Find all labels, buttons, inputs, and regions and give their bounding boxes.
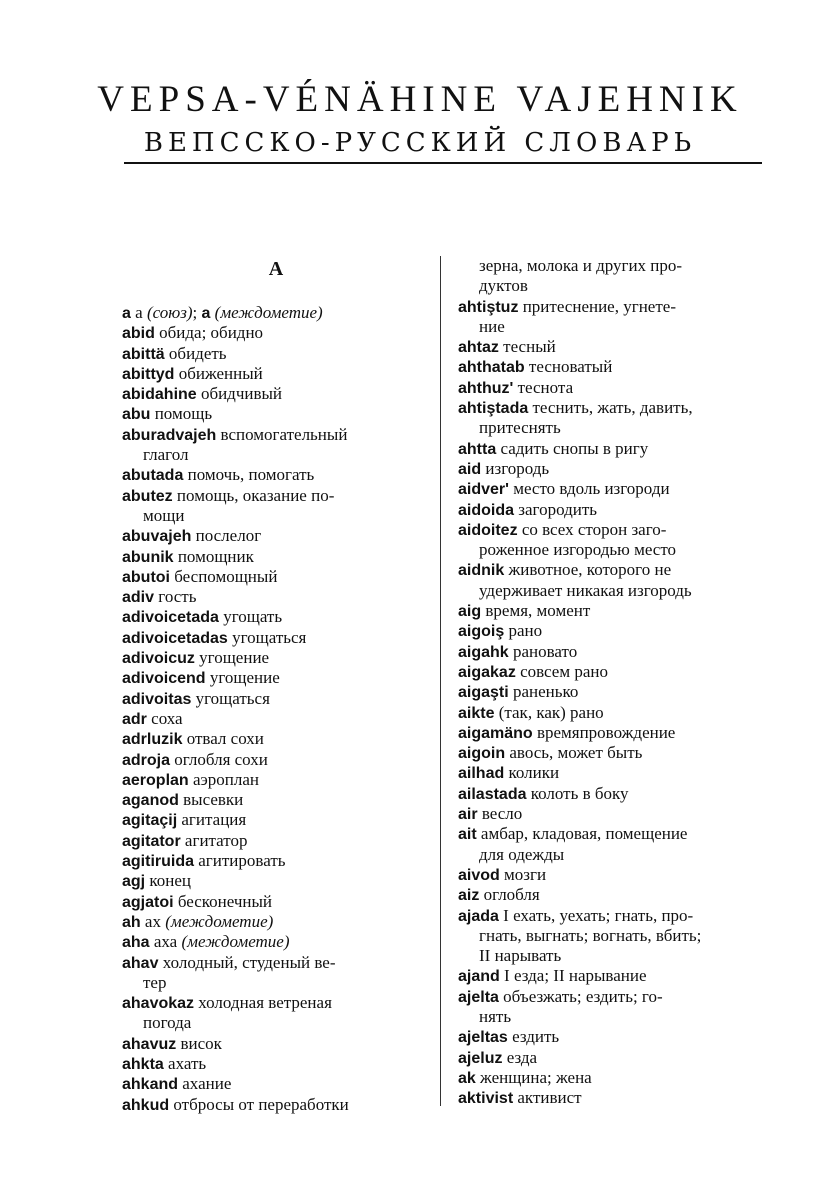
entry-definition: угощать (218, 607, 283, 627)
entry-definition: оглобля (479, 885, 540, 905)
dictionary-entry (458, 682, 766, 702)
dictionary-entry (458, 621, 766, 641)
dictionary-entry (122, 607, 430, 627)
dictionary-entry (122, 892, 430, 912)
dictionary-entry (458, 987, 766, 1007)
dictionary-entry (458, 703, 766, 723)
title-underline (124, 162, 762, 164)
entry-headword: adivoicetada (122, 609, 219, 627)
entry-headword: abunik (122, 548, 174, 566)
dictionary-entry (458, 1088, 766, 1108)
entry-headword: ahavuz (122, 1035, 177, 1053)
dictionary-entry (458, 520, 766, 540)
entry-continuation: удерживает никакая изгородь (479, 580, 692, 600)
dictionary-entry (458, 378, 766, 398)
entry-definition: авось, может быть (505, 743, 643, 763)
dictionary-title-vepsian: VEPSA-VÉNÄHINE VAJEHNIK (97, 79, 743, 120)
entry-definition: угощаться (227, 627, 307, 647)
dictionary-entry (122, 364, 430, 384)
dictionary-entry (122, 567, 430, 587)
dictionary-entry (122, 912, 430, 932)
entry-headword: aganod (122, 792, 179, 810)
entry-headword: ahthuz' (458, 379, 514, 397)
entry-definition: ахать (163, 1053, 207, 1073)
entry-headword: adiv (122, 589, 155, 607)
entry-headword: abid (122, 325, 155, 343)
entry-headword: aburadvajeh (122, 426, 217, 444)
dictionary-entry (458, 398, 766, 418)
entry-headword: abu (122, 406, 151, 424)
entry-definition: притеснение, угнете- (518, 296, 676, 316)
entry-continuation: гнать, выгнать; вогнать, вбить; (479, 925, 702, 945)
dictionary-entry (122, 486, 430, 506)
dictionary-entry (122, 404, 430, 424)
entry-definition: место вдоль изгороди (508, 479, 670, 499)
dictionary-entry (458, 885, 766, 905)
entry-continuation: дуктов (479, 276, 528, 296)
entry-headword: aeroplan (122, 771, 189, 789)
dictionary-entry (122, 628, 430, 648)
entry-definition: угощение (205, 668, 280, 688)
entry-definition: соха (146, 708, 183, 728)
dictionary-entry (458, 1068, 766, 1088)
entry-headword: ahthatab (458, 359, 525, 377)
entry-definition: угощаться (191, 688, 270, 708)
dictionary-entry (458, 662, 766, 682)
entry-headword: ajeltas (458, 1029, 508, 1047)
entry-continuation: ние (479, 316, 505, 336)
entry-definition: холодная ветреная (194, 993, 332, 1013)
entry-headword: adivoicetadas (122, 629, 228, 647)
entry-headword: ak (458, 1069, 476, 1087)
entry-grammar-note: (междометие) (181, 932, 290, 952)
dictionary-entry (122, 689, 430, 709)
dictionary-entry (122, 932, 430, 952)
dictionary-entry (122, 851, 430, 871)
entry-continuation: II нарывать (479, 946, 562, 966)
entry-definition: высевки (178, 790, 244, 810)
entry-definition: обидчивый (196, 384, 283, 404)
entry-definition: послелог (191, 526, 262, 546)
entry-definition: помощь, оказание по- (172, 485, 335, 505)
entry-headword: adivoitas (122, 690, 192, 708)
entry-headword: ahav (122, 954, 159, 972)
dictionary-entry (458, 1048, 766, 1068)
entry-definition: теснить, жать, давить, (528, 398, 693, 418)
dictionary-entry (458, 500, 766, 520)
entry-headword: abuvajeh (122, 528, 192, 546)
dictionary-entry (458, 601, 766, 621)
section-letter: A (268, 258, 284, 280)
entry-continuation: притеснять (479, 418, 561, 438)
entry-headword: ahtta (458, 440, 497, 458)
entry-definition: угощение (194, 648, 270, 668)
entry-definition: агитация (177, 810, 247, 830)
entry-headword: aktivist (458, 1090, 514, 1108)
entry-grammar-note: (междометие) (165, 911, 274, 931)
dictionary-entry (458, 763, 766, 783)
entry-definition: помощь (150, 404, 213, 424)
entry-definition: а (201, 305, 211, 322)
entry-definition: бесконечный (173, 891, 273, 911)
entry-headword: abutoi (122, 568, 170, 586)
dictionary-entry (458, 865, 766, 885)
entry-headword: abutada (122, 467, 184, 485)
dictionary-entry (122, 770, 430, 790)
entry-definition: совсем рано (515, 661, 608, 681)
entry-headword: ah (122, 913, 141, 931)
entry-headword: aidver' (458, 481, 509, 499)
dictionary-entry (122, 1034, 430, 1054)
dictionary-entry (458, 906, 766, 926)
entry-definition: весло (477, 804, 523, 824)
dictionary-entry (458, 642, 766, 662)
entry-headword: aigaşti (458, 684, 509, 702)
entry-definition: активист (513, 1088, 582, 1108)
entry-headword: adrluzik (122, 731, 183, 749)
entry-definition: тесный (498, 337, 556, 357)
dictionary-entry (458, 784, 766, 804)
entry-continuation: тер (143, 972, 167, 992)
dictionary-entry (122, 1054, 430, 1074)
entry-headword: ajelta (458, 988, 499, 1006)
dictionary-entry (122, 526, 430, 546)
entry-definition: тесноватый (524, 357, 613, 377)
entry-definition: рановато (508, 641, 578, 661)
entry-definition: садить снопы в ригу (496, 438, 649, 458)
entry-definition: объезжать; ездить; го- (498, 986, 663, 1006)
entry-definition: помощник (173, 546, 254, 566)
entry-definition: вспомогательный (216, 424, 348, 444)
dictionary-entry (458, 1027, 766, 1047)
entry-headword: ailhad (458, 765, 505, 783)
dictionary-entry (122, 648, 430, 668)
entry-headword: aigakaz (458, 663, 516, 681)
entry-definition: аэроплан (188, 769, 260, 789)
entry-definition: холодный, студеный ве- (158, 952, 336, 972)
entry-definition: езда (502, 1047, 538, 1067)
entry-definition: висок (176, 1033, 222, 1053)
right-column (458, 256, 766, 1108)
entry-definition: конец (145, 871, 192, 891)
dictionary-entry (122, 729, 430, 749)
dictionary-entry (122, 465, 430, 485)
entry-headword: adr (122, 710, 147, 728)
entry-headword: aidnik (458, 562, 505, 580)
dictionary-entry (458, 459, 766, 479)
entry-definition: ; (192, 303, 202, 322)
entry-headword: ajeluz (458, 1049, 503, 1067)
dictionary-entry (458, 824, 766, 844)
entry-headword: a (122, 305, 131, 322)
entry-headword: ahtaz (458, 339, 499, 357)
entry-headword: abittä (122, 345, 165, 363)
entry-definition: мозги (499, 864, 547, 884)
entry-headword: ahkta (122, 1055, 164, 1073)
dictionary-entry (122, 1074, 430, 1094)
dictionary-entry (122, 668, 430, 688)
entry-headword: abittyd (122, 365, 175, 383)
entry-continuation: погода (143, 1013, 192, 1033)
entry-headword: agjatoi (122, 893, 174, 911)
entry-headword: adroja (122, 751, 171, 769)
entry-headword: adivoicend (122, 670, 206, 688)
entry-definition: загородить (514, 499, 598, 519)
entry-continuation: для одежды (479, 844, 565, 864)
entry-headword: abutez (122, 487, 173, 505)
dictionary-entry (458, 804, 766, 824)
entry-definition: гость (154, 587, 197, 607)
entry-definition: а (130, 303, 147, 322)
entry-definition: отбросы от переработки (169, 1094, 349, 1114)
entry-definition: женщина; жена (475, 1067, 592, 1087)
entry-headword: aigahk (458, 643, 509, 661)
entry-definition: ездить (507, 1027, 560, 1047)
dictionary-entry (122, 547, 430, 567)
dictionary-entry (458, 297, 766, 317)
entry-headword: aidoida (458, 501, 515, 519)
dictionary-entry (458, 479, 766, 499)
entry-definition: времяпровождение (532, 722, 676, 742)
entry-headword: ailastada (458, 785, 527, 803)
entry-definition: агитатор (180, 830, 248, 850)
entry-continuation: глагол (143, 445, 189, 465)
entry-definition: колики (504, 763, 560, 783)
dictionary-entry (122, 709, 430, 729)
dictionary-entry (458, 357, 766, 377)
entry-definition: ахание (178, 1074, 232, 1094)
dictionary-title-russian: ВЕПССКО-РУССКИЙ СЛОВАРЬ (143, 128, 697, 158)
entry-continuation: нять (479, 1006, 512, 1026)
dictionary-entry (122, 871, 430, 891)
dictionary-entry (122, 953, 430, 973)
dictionary-entry (122, 425, 430, 445)
dictionary-entry (458, 966, 766, 986)
entry-headword: aigoin (458, 745, 506, 763)
entry-grammar-note: (междометие) (214, 303, 323, 322)
dictionary-entry (122, 810, 430, 830)
entry-definition: обидеть (164, 343, 227, 363)
entry-headword: adivoicuz (122, 650, 195, 668)
entry-headword: aikte (458, 704, 495, 722)
entry-headword: aivod (458, 866, 500, 884)
entry-definition: беспомощный (170, 566, 278, 586)
entry-headword: ait (458, 826, 477, 844)
entry-definition: (так, как) рано (494, 702, 604, 722)
entry-headword: ahtiştada (458, 400, 529, 418)
entry-headword: abidahine (122, 386, 197, 404)
entry-headword: aigamäno (458, 724, 533, 742)
dictionary-entry (122, 1095, 430, 1115)
dictionary-entry (122, 750, 430, 770)
entry-definition: время, момент (481, 601, 591, 621)
entry-headword: agitiruida (122, 853, 195, 871)
entry-headword: agitaçij (122, 812, 178, 830)
entry-definition: обида; обидно (154, 323, 264, 343)
dictionary-entry (458, 439, 766, 459)
entry-definition: рано (504, 621, 543, 641)
dictionary-entry (458, 560, 766, 580)
entry-headword: aidoitez (458, 521, 518, 539)
entry-definition: обиженный (174, 363, 263, 383)
entry-definition: аха (149, 932, 182, 952)
entry-headword: ahkud (122, 1096, 170, 1114)
entry-grammar-note: (союз) (146, 303, 193, 322)
entry-headword: agj (122, 873, 146, 891)
entry-definition: отвал сохи (182, 729, 264, 749)
entry-definition: животное, которого не (504, 560, 672, 580)
entry-definition: раненько (508, 682, 579, 702)
entry-continuation: роженное изгородью место (479, 540, 677, 560)
entry-continuation: зерна, молока и других про- (479, 256, 683, 275)
dictionary-entry (122, 790, 430, 810)
dictionary-entry (458, 337, 766, 357)
entry-headword: air (458, 806, 478, 824)
entry-definition: теснота (513, 377, 574, 397)
entry-headword: aigoiş (458, 623, 505, 641)
dictionary-entry (122, 303, 430, 323)
entry-headword: agitator (122, 832, 181, 850)
entry-definition: изгородь (481, 458, 550, 478)
entry-definition: I ехать, уехать; гнать, про- (498, 905, 694, 925)
entry-definition: ах (140, 911, 166, 931)
dictionary-entry (122, 993, 430, 1013)
entry-headword: aiz (458, 887, 480, 905)
entry-headword: ahtiştuz (458, 298, 519, 316)
entry-definition: амбар, кладовая, помещение (476, 824, 688, 844)
dictionary-entry (122, 323, 430, 343)
dictionary-entry (122, 384, 430, 404)
entry-definition: оглобля сохи (170, 749, 268, 769)
dictionary-entry (458, 723, 766, 743)
entry-headword: ahkand (122, 1076, 179, 1094)
dictionary-entry (122, 587, 430, 607)
entry-definition: со всех сторон заго- (517, 519, 667, 539)
dictionary-entry (122, 831, 430, 851)
dictionary-entry (122, 344, 430, 364)
entry-headword: aig (458, 603, 482, 621)
entry-definition: помочь, помогать (183, 465, 315, 485)
entry-headword: ajand (458, 968, 500, 986)
left-column (122, 256, 430, 1115)
entry-headword: aid (458, 460, 482, 478)
entry-definition: агитировать (194, 851, 286, 871)
entry-headword: aha (122, 934, 150, 952)
column-divider (440, 256, 441, 1106)
dictionary-entry (458, 743, 766, 763)
entry-headword: ajada (458, 907, 499, 925)
entry-continuation: мощи (143, 505, 185, 525)
entry-headword: ahavokaz (122, 995, 195, 1013)
entry-definition: колоть в боку (526, 783, 629, 803)
entry-definition: I езда; II нарывание (499, 966, 647, 986)
